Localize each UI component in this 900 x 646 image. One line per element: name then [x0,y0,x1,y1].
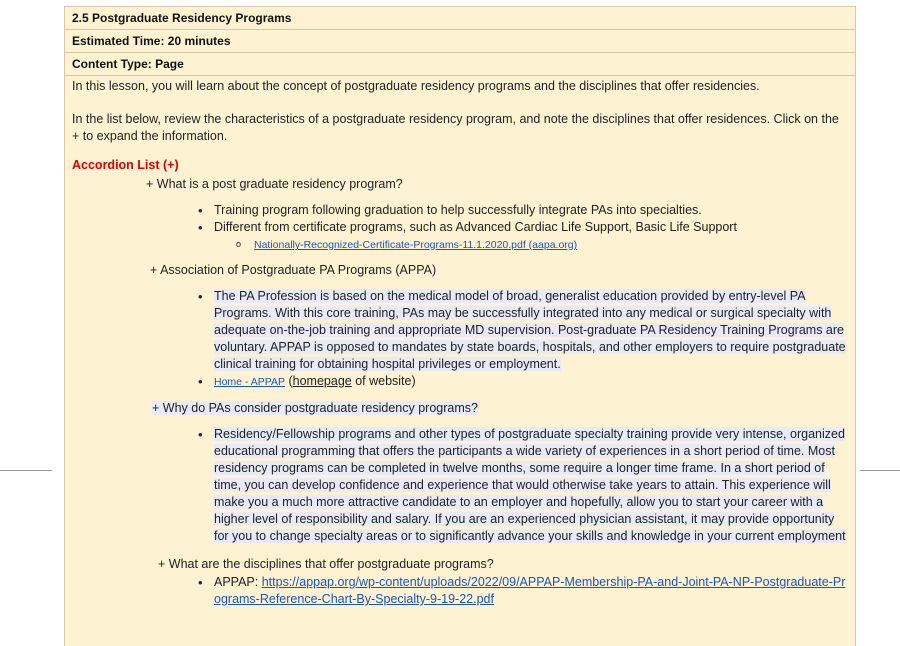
specialty-chart-link[interactable]: https://appap.org/wp-content/uploads/2022/09/APPAP-Membership-PA-and-Joint-PA-NP-Postgraduate-Programs-Reference-Chart-By-Specialty-9-19-22.pdf [214,575,846,606]
page-edge-line-left [0,470,52,471]
list-item: • APPAP: https://appap.org/wp-content/uploads/2022/09/APPAP-Membership-PA-and-Joint-PA-NP-Postgraduate-Programs-Reference-Chart-By-Specialty-9-19-22.pdf [72,574,848,608]
section-residency-list [72,202,848,253]
section-why-list [72,426,848,545]
section-disciplines-list [72,574,848,608]
estimated-time: Estimated Time: 20 minutes [65,30,855,53]
section-appa-list [72,288,848,391]
certificate-programs-link[interactable]: Nationally-Recognized-Certificate-Programs-11.1.2020.pdf (aapa.org) [254,239,578,251]
list-item: • Different from certificate programs, such as Advanced Cardiac Life Support, Basic Life Support o Nationally-Recognized-Certificate-Programs-11.1.2020.pdf (aapa.org) [72,219,848,253]
list-item: • Residency/Fellowship programs and other types of postgraduate specialty training provide very intense, organized educational programming that offers the participants a wide variety of experiences in a short period of time. Most residency programs can be completed in twelve months, some require a longer time frame. In a short period of time, you can develop confidence and experience that would otherwise take years to attain. This experience will make you a much more attractive candidate to an employer and hopefully, allow you to start your career with a higher level of responsibility and salary. If you are an experienced physician assistant, it may provide opportunity for you to change specialty areas or to significantly advance your skills and knowledge in your current employment [72,426,848,545]
list-item [214,237,848,253]
lesson-document [64,6,856,646]
intro-paragraph-1: In this lesson, you will learn about the concept of postgraduate residency programs and the disciplines that offer residencies. [72,79,760,93]
list-item: • The PA Profession is based on the medical model of broad, generalist education provided by entry-level PA Programs. With this core training, PAs may be successfully integrated into any medical or surgical specialty with adequate on-the-job training and appropriate MD supervision. Post-graduate PA Residency Training Programs are voluntary. APPAP is opposed to mandates by state boards, hospitals, and other employers to require postgraduate clinical training for obtaining hospital privileges or employment. [72,288,848,373]
intro-paragraph-2: In the list below, review the characteristics of a postgraduate residency program, and note the disciplines that offer residences. Click on the + to expand the information. [72,112,839,143]
lesson-content [65,76,855,608]
lesson-title: 2.5 Postgraduate Residency Programs [65,7,855,30]
appap-home-link[interactable]: Home - APPAP [214,376,285,388]
homepage-word: homepage [292,374,352,388]
list-item: • Training program following graduation to help successfully integrate PAs into specialties. [72,202,848,219]
content-type: Content Type: Page [65,53,855,76]
accordion-heading-appa[interactable]: + Association of Postgraduate PA Programs (APPA) [150,263,437,277]
page-edge-line-right [860,470,900,471]
accordion-heading-disciplines[interactable]: + What are the disciplines that offer postgraduate programs? [158,557,494,571]
accordion-heading-residency[interactable]: + What is a post graduate residency program? [146,177,403,191]
accordion-heading-why[interactable]: + Why do PAs consider postgraduate residency programs? [152,401,478,415]
list-item: • Home - APPAP (homepage of website) [72,373,848,391]
accordion-title: Accordion List (+) [72,158,179,172]
sub-list [214,237,848,253]
